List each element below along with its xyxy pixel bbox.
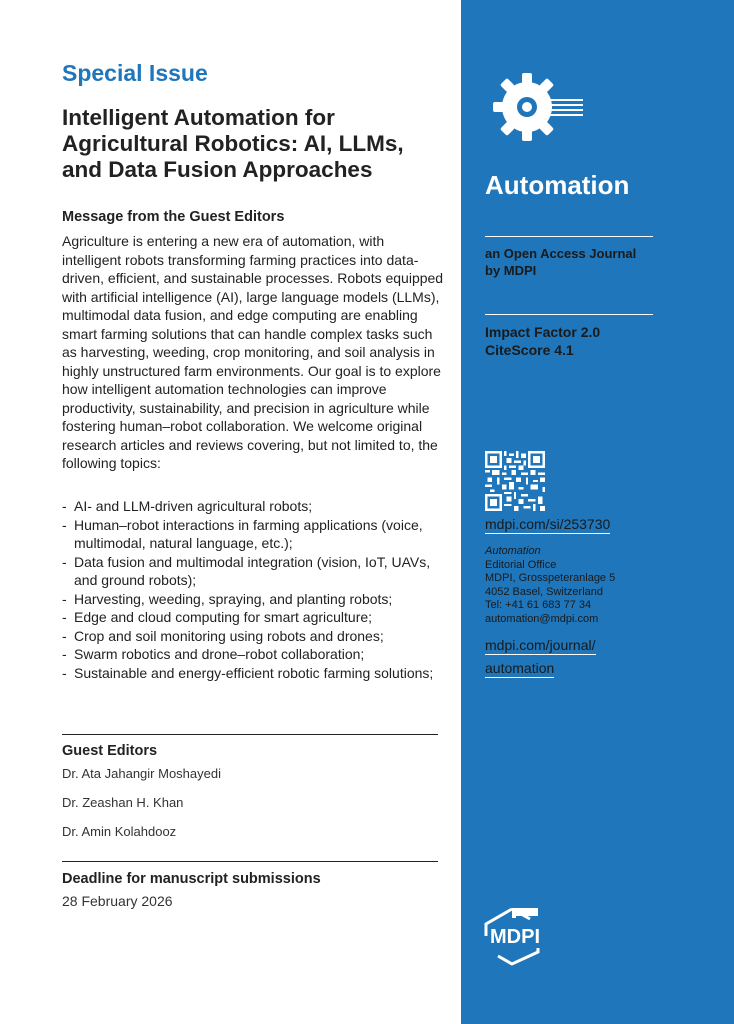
guest-editors-heading: Guest Editors <box>62 743 158 759</box>
guest-editor-name: Dr. Ata Jahangir Moshayedi <box>62 766 221 781</box>
office-line: Tel: +41 61 683 77 34 <box>485 599 592 612</box>
guest-editor-name: Dr. Amin Kolahdooz <box>62 824 177 839</box>
open-access-label <box>485 245 665 279</box>
topics-list <box>62 497 447 682</box>
deadline-date: 28 February 2026 <box>62 893 173 909</box>
message-body: Agriculture is entering a new era of automation, with intelligent robots transforming farming practices into data-driven, efficient, and sustainable processes. Robots equipped with artificial intelligence (AI), large language models (LLMs), multimodal data fusion, and edge computing are enabling smart farming solutions that can handle complex tasks such as harvesting, weeding, crop monitoring, and soil analysis in highly unstructured farm environments. Our goal is to explore how intelligent automation technologies can improve productivity, sustainability, and precision in agriculture while fostering human–robot collaboration. We welcome original research articles and reviews covering, but not limited to, the following topics: <box>62 233 444 471</box>
mdpi-logo-text: MDPI <box>490 926 540 948</box>
sidebar-divider <box>485 314 653 315</box>
topic-item: - Swarm robotics and drone–robot collaboration; <box>62 645 447 664</box>
topic-item: - AI- and LLM-driven agricultural robots; <box>62 497 447 516</box>
topic-item: - Crop and soil monitoring using robots and drones; <box>62 627 447 646</box>
deadline-heading: Deadline for manuscript submissions <box>62 871 321 887</box>
office-line: 4052 Basel, Switzerland <box>485 585 604 598</box>
office-line: MDPI, Grosspeteranlage 5 <box>485 572 616 585</box>
topic-item: - Human–robot interactions in farming applications (voice, multimodal, natural language, etc.); <box>62 516 447 553</box>
sidebar-divider <box>485 236 653 237</box>
special-issue-link[interactable]: mdpi.com/si/253730 <box>485 516 611 532</box>
special-issue-label: Special Issue <box>62 60 208 86</box>
topic-item: - Harvesting, weeding, spraying, and planting robots; <box>62 590 447 609</box>
journal-metrics <box>485 323 600 359</box>
topic-item: - Data fusion and multimodal integration (vision, IoT, UAVs, and ground robots); <box>62 553 447 590</box>
section-divider <box>62 861 438 862</box>
issue-title-line: Agricultural Robotics: AI, LLMs, <box>62 131 404 156</box>
open-access-line: an Open Access Journal <box>485 246 637 261</box>
office-journal: Automation <box>485 545 541 557</box>
topic-item: - Sustainable and energy-efficient robotic farming solutions; <box>62 664 447 683</box>
message-heading: Message from the Guest Editors <box>62 209 285 225</box>
gear-circuit-icon <box>493 67 585 147</box>
issue-title-line: and Data Fusion Approaches <box>62 157 373 182</box>
journal-name: Automation <box>485 170 630 200</box>
topic-item: - Edge and cloud computing for smart agriculture; <box>62 608 447 627</box>
issue-title-line: Intelligent Automation for <box>62 105 335 130</box>
citescore: CiteScore 4.1 <box>485 342 574 358</box>
issue-title <box>62 105 447 183</box>
section-divider <box>62 734 438 735</box>
journal-link-line[interactable]: automation <box>485 660 555 676</box>
office-email[interactable]: automation@mdpi.com <box>485 612 599 625</box>
impact-factor: Impact Factor 2.0 <box>485 324 601 340</box>
journal-link-line[interactable]: mdpi.com/journal/ <box>485 637 596 653</box>
journal-sidebar <box>461 0 734 1024</box>
office-line: Editorial Office <box>485 558 557 571</box>
qr-code-icon <box>485 451 545 511</box>
editorial-office <box>485 545 615 627</box>
open-access-line: by MDPI <box>485 263 537 278</box>
mdpi-logo <box>482 906 576 966</box>
guest-editor-name: Dr. Zeashan H. Khan <box>62 795 184 810</box>
